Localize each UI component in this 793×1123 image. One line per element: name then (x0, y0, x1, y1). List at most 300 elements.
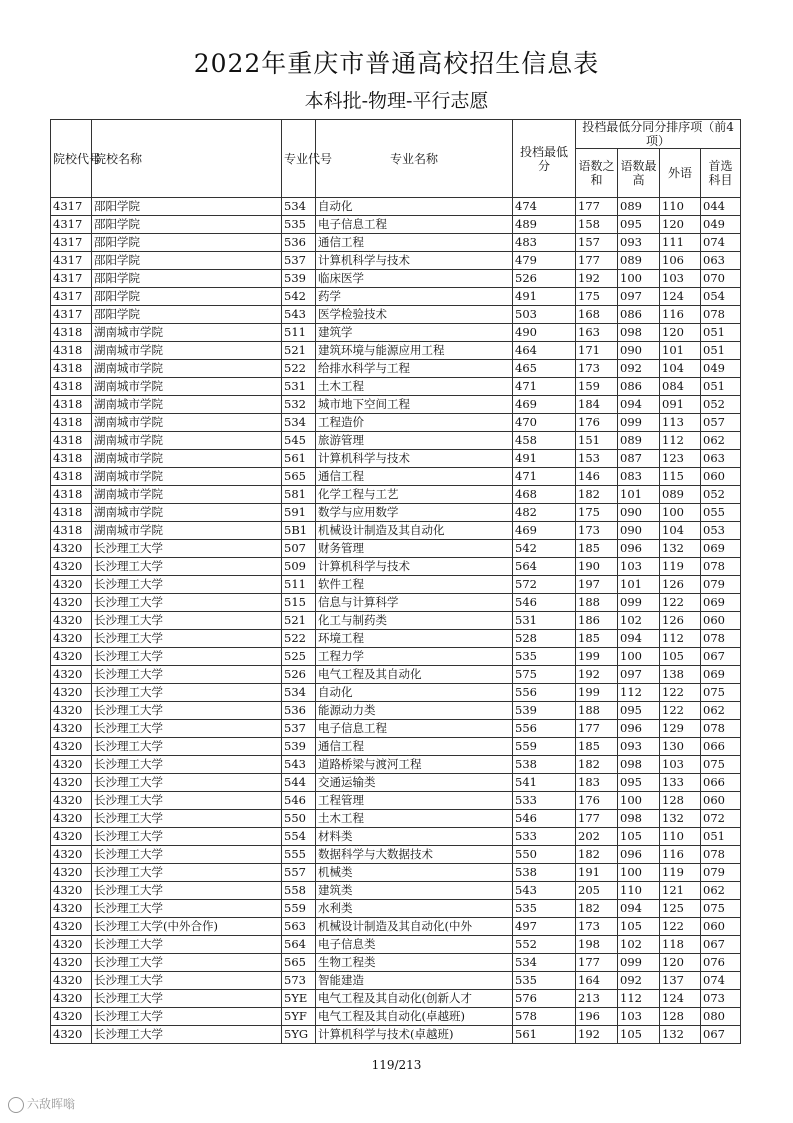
cell-chinese-math-max: 089 (618, 432, 660, 450)
cell-major-name: 旅游管理 (316, 432, 513, 450)
cell-chinese-math-max: 110 (618, 882, 660, 900)
cell-min-score: 469 (513, 522, 576, 540)
cell-major-code: 525 (282, 648, 316, 666)
table-row (51, 540, 741, 558)
cell-major-name: 计算机科学与技术 (316, 450, 513, 468)
cell-foreign-lang: 115 (660, 468, 701, 486)
cell-min-score: 556 (513, 684, 576, 702)
cell-first-subject: 062 (701, 882, 741, 900)
cell-chinese-math-sum: 177 (576, 954, 618, 972)
cell-school-code: 4320 (51, 972, 92, 990)
cell-foreign-lang: 124 (660, 288, 701, 306)
cell-school-code: 4320 (51, 612, 92, 630)
cell-foreign-lang: 111 (660, 234, 701, 252)
cell-min-score: 535 (513, 648, 576, 666)
cell-chinese-math-max: 096 (618, 540, 660, 558)
header-school-name: 院校名称 (92, 120, 282, 198)
cell-chinese-math-sum: 205 (576, 882, 618, 900)
table-row (51, 828, 741, 846)
cell-school-code: 4320 (51, 1026, 92, 1044)
header-min-score: 投档最低分 (513, 120, 576, 198)
cell-first-subject: 052 (701, 486, 741, 504)
cell-first-subject: 060 (701, 468, 741, 486)
cell-major-code: 573 (282, 972, 316, 990)
table-row (51, 702, 741, 720)
cell-major-name: 建筑学 (316, 324, 513, 342)
table-row (51, 342, 741, 360)
cell-chinese-math-max: 090 (618, 522, 660, 540)
cell-min-score: 564 (513, 558, 576, 576)
cell-school-code: 4320 (51, 1008, 92, 1026)
cell-school-name: 长沙理工大学 (92, 882, 282, 900)
cell-chinese-math-sum: 173 (576, 360, 618, 378)
cell-first-subject: 066 (701, 738, 741, 756)
cell-school-code: 4318 (51, 504, 92, 522)
cell-min-score: 468 (513, 486, 576, 504)
watermark-logo-icon (8, 1097, 24, 1113)
cell-chinese-math-sum: 153 (576, 450, 618, 468)
cell-foreign-lang: 130 (660, 738, 701, 756)
cell-first-subject: 073 (701, 990, 741, 1008)
cell-first-subject: 051 (701, 324, 741, 342)
cell-school-code: 4320 (51, 882, 92, 900)
table-row (51, 936, 741, 954)
cell-foreign-lang: 126 (660, 576, 701, 594)
table-row (51, 324, 741, 342)
cell-chinese-math-max: 098 (618, 810, 660, 828)
cell-chinese-math-max: 095 (618, 774, 660, 792)
cell-major-code: 5YE (282, 990, 316, 1008)
cell-chinese-math-max: 101 (618, 576, 660, 594)
cell-school-name: 长沙理工大学 (92, 936, 282, 954)
cell-foreign-lang: 133 (660, 774, 701, 792)
cell-min-score: 578 (513, 1008, 576, 1026)
cell-chinese-math-max: 090 (618, 342, 660, 360)
cell-school-name: 湖南城市学院 (92, 450, 282, 468)
cell-chinese-math-max: 112 (618, 684, 660, 702)
table-row (51, 288, 741, 306)
cell-foreign-lang: 104 (660, 360, 701, 378)
cell-school-code: 4318 (51, 468, 92, 486)
cell-chinese-math-sum: 198 (576, 936, 618, 954)
cell-min-score: 561 (513, 1026, 576, 1044)
cell-min-score: 528 (513, 630, 576, 648)
cell-foreign-lang: 120 (660, 216, 701, 234)
cell-min-score: 535 (513, 972, 576, 990)
cell-first-subject: 049 (701, 216, 741, 234)
cell-school-code: 4320 (51, 630, 92, 648)
cell-chinese-math-max: 100 (618, 648, 660, 666)
cell-chinese-math-max: 090 (618, 504, 660, 522)
cell-major-code: 561 (282, 450, 316, 468)
table-row (51, 774, 741, 792)
cell-min-score: 538 (513, 756, 576, 774)
cell-first-subject: 078 (701, 558, 741, 576)
cell-major-code: 511 (282, 576, 316, 594)
cell-min-score: 535 (513, 900, 576, 918)
cell-major-code: 536 (282, 234, 316, 252)
cell-school-name: 邵阳学院 (92, 234, 282, 252)
cell-school-code: 4318 (51, 414, 92, 432)
table-row (51, 648, 741, 666)
cell-first-subject: 067 (701, 1026, 741, 1044)
cell-first-subject: 075 (701, 756, 741, 774)
cell-chinese-math-max: 094 (618, 396, 660, 414)
table-row (51, 882, 741, 900)
cell-first-subject: 055 (701, 504, 741, 522)
cell-first-subject: 069 (701, 594, 741, 612)
cell-first-subject: 057 (701, 414, 741, 432)
cell-chinese-math-max: 105 (618, 918, 660, 936)
cell-school-code: 4317 (51, 198, 92, 216)
cell-school-name: 长沙理工大学 (92, 900, 282, 918)
cell-min-score: 556 (513, 720, 576, 738)
cell-min-score: 479 (513, 252, 576, 270)
cell-foreign-lang: 138 (660, 666, 701, 684)
cell-first-subject: 060 (701, 792, 741, 810)
cell-school-code: 4317 (51, 234, 92, 252)
cell-major-code: 522 (282, 630, 316, 648)
cell-chinese-math-sum: 158 (576, 216, 618, 234)
cell-major-code: 535 (282, 216, 316, 234)
cell-school-name: 长沙理工大学 (92, 1026, 282, 1044)
cell-chinese-math-sum: 173 (576, 522, 618, 540)
cell-major-code: 546 (282, 792, 316, 810)
cell-school-name: 湖南城市学院 (92, 432, 282, 450)
cell-min-score: 576 (513, 990, 576, 1008)
cell-min-score: 546 (513, 594, 576, 612)
cell-first-subject: 072 (701, 810, 741, 828)
cell-chinese-math-sum: 185 (576, 630, 618, 648)
cell-major-code: 542 (282, 288, 316, 306)
cell-chinese-math-sum: 157 (576, 234, 618, 252)
cell-major-name: 自动化 (316, 684, 513, 702)
cell-major-name: 计算机科学与技术(卓越班) (316, 1026, 513, 1044)
cell-school-code: 4320 (51, 756, 92, 774)
header-foreign-lang: 外语 (660, 149, 701, 198)
cell-chinese-math-max: 105 (618, 828, 660, 846)
cell-foreign-lang: 116 (660, 846, 701, 864)
cell-chinese-math-sum: 176 (576, 414, 618, 432)
table-row (51, 846, 741, 864)
cell-major-code: 515 (282, 594, 316, 612)
cell-chinese-math-sum: 188 (576, 594, 618, 612)
cell-school-name: 湖南城市学院 (92, 378, 282, 396)
cell-min-score: 470 (513, 414, 576, 432)
cell-first-subject: 069 (701, 540, 741, 558)
header-chinese-math-sum: 语数之和 (576, 149, 618, 198)
cell-school-code: 4320 (51, 990, 92, 1008)
cell-major-name: 药学 (316, 288, 513, 306)
cell-school-code: 4320 (51, 936, 92, 954)
table-row (51, 252, 741, 270)
cell-foreign-lang: 112 (660, 630, 701, 648)
cell-major-name: 电子信息工程 (316, 720, 513, 738)
cell-chinese-math-max: 092 (618, 972, 660, 990)
cell-chinese-math-max: 086 (618, 306, 660, 324)
table-row (51, 594, 741, 612)
cell-school-name: 长沙理工大学 (92, 756, 282, 774)
cell-foreign-lang: 101 (660, 342, 701, 360)
cell-major-name: 工程造价 (316, 414, 513, 432)
cell-first-subject: 074 (701, 234, 741, 252)
cell-min-score: 491 (513, 450, 576, 468)
cell-foreign-lang: 119 (660, 558, 701, 576)
cell-school-code: 4318 (51, 522, 92, 540)
cell-school-name: 长沙理工大学 (92, 792, 282, 810)
cell-major-code: 543 (282, 306, 316, 324)
cell-first-subject: 078 (701, 720, 741, 738)
cell-chinese-math-sum: 175 (576, 288, 618, 306)
cell-school-code: 4320 (51, 792, 92, 810)
cell-min-score: 474 (513, 198, 576, 216)
cell-foreign-lang: 110 (660, 198, 701, 216)
cell-major-code: 5YF (282, 1008, 316, 1026)
cell-chinese-math-max: 103 (618, 1008, 660, 1026)
table-row (51, 990, 741, 1008)
cell-school-name: 邵阳学院 (92, 270, 282, 288)
cell-first-subject: 078 (701, 846, 741, 864)
cell-first-subject: 063 (701, 252, 741, 270)
cell-chinese-math-sum: 177 (576, 720, 618, 738)
cell-school-code: 4318 (51, 486, 92, 504)
table-row (51, 900, 741, 918)
cell-first-subject: 067 (701, 648, 741, 666)
cell-foreign-lang: 106 (660, 252, 701, 270)
cell-chinese-math-max: 096 (618, 846, 660, 864)
cell-min-score: 533 (513, 828, 576, 846)
cell-min-score: 483 (513, 234, 576, 252)
cell-major-code: 511 (282, 324, 316, 342)
cell-school-name: 邵阳学院 (92, 288, 282, 306)
cell-min-score: 534 (513, 954, 576, 972)
cell-major-name: 生物工程类 (316, 954, 513, 972)
table-row (51, 306, 741, 324)
cell-foreign-lang: 100 (660, 504, 701, 522)
cell-school-code: 4320 (51, 648, 92, 666)
cell-foreign-lang: 089 (660, 486, 701, 504)
table-row (51, 864, 741, 882)
cell-major-code: 591 (282, 504, 316, 522)
cell-major-code: 545 (282, 432, 316, 450)
cell-min-score: 469 (513, 396, 576, 414)
cell-major-name: 给排水科学与工程 (316, 360, 513, 378)
cell-school-name: 长沙理工大学 (92, 576, 282, 594)
cell-major-code: 526 (282, 666, 316, 684)
cell-min-score: 539 (513, 702, 576, 720)
table-row (51, 216, 741, 234)
cell-foreign-lang: 121 (660, 882, 701, 900)
cell-foreign-lang: 123 (660, 450, 701, 468)
cell-school-name: 湖南城市学院 (92, 414, 282, 432)
cell-school-name: 邵阳学院 (92, 216, 282, 234)
table-row (51, 756, 741, 774)
cell-major-name: 城市地下空间工程 (316, 396, 513, 414)
cell-school-name: 长沙理工大学 (92, 702, 282, 720)
cell-foreign-lang: 132 (660, 1026, 701, 1044)
cell-school-name: 长沙理工大学(中外合作) (92, 918, 282, 936)
table-row (51, 522, 741, 540)
cell-foreign-lang: 091 (660, 396, 701, 414)
cell-chinese-math-max: 089 (618, 198, 660, 216)
cell-min-score: 503 (513, 306, 576, 324)
cell-foreign-lang: 103 (660, 270, 701, 288)
cell-chinese-math-sum: 197 (576, 576, 618, 594)
table-row (51, 468, 741, 486)
cell-school-code: 4318 (51, 324, 92, 342)
cell-major-code: 554 (282, 828, 316, 846)
cell-chinese-math-sum: 182 (576, 900, 618, 918)
cell-min-score: 491 (513, 288, 576, 306)
cell-chinese-math-max: 098 (618, 756, 660, 774)
header-major-code: 专业代号 (282, 120, 316, 198)
cell-major-code: 536 (282, 702, 316, 720)
cell-first-subject: 060 (701, 918, 741, 936)
cell-major-code: 564 (282, 936, 316, 954)
cell-school-code: 4317 (51, 306, 92, 324)
cell-major-code: 5B1 (282, 522, 316, 540)
header-school-code: 院校代号 (51, 120, 92, 198)
cell-school-code: 4320 (51, 540, 92, 558)
cell-chinese-math-max: 093 (618, 234, 660, 252)
cell-foreign-lang: 105 (660, 648, 701, 666)
cell-foreign-lang: 125 (660, 900, 701, 918)
cell-school-code: 4320 (51, 900, 92, 918)
cell-school-code: 4320 (51, 576, 92, 594)
cell-major-code: 531 (282, 378, 316, 396)
cell-min-score: 541 (513, 774, 576, 792)
cell-first-subject: 074 (701, 972, 741, 990)
cell-chinese-math-max: 097 (618, 288, 660, 306)
cell-foreign-lang: 103 (660, 756, 701, 774)
table-row (51, 576, 741, 594)
cell-first-subject: 054 (701, 288, 741, 306)
cell-school-code: 4320 (51, 864, 92, 882)
cell-major-code: 534 (282, 684, 316, 702)
cell-chinese-math-max: 097 (618, 666, 660, 684)
cell-major-name: 建筑环境与能源应用工程 (316, 342, 513, 360)
cell-school-code: 4318 (51, 432, 92, 450)
cell-chinese-math-sum: 182 (576, 486, 618, 504)
table-row (51, 1008, 741, 1026)
cell-chinese-math-sum: 185 (576, 540, 618, 558)
cell-major-name: 财务管理 (316, 540, 513, 558)
cell-school-name: 湖南城市学院 (92, 342, 282, 360)
cell-chinese-math-max: 099 (618, 414, 660, 432)
cell-chinese-math-sum: 171 (576, 342, 618, 360)
cell-chinese-math-max: 102 (618, 936, 660, 954)
cell-major-code: 537 (282, 252, 316, 270)
cell-school-name: 长沙理工大学 (92, 1008, 282, 1026)
cell-chinese-math-sum: 199 (576, 684, 618, 702)
cell-min-score: 546 (513, 810, 576, 828)
cell-min-score: 533 (513, 792, 576, 810)
cell-chinese-math-max: 100 (618, 792, 660, 810)
cell-major-code: 565 (282, 468, 316, 486)
cell-major-name: 土木工程 (316, 810, 513, 828)
cell-school-name: 长沙理工大学 (92, 540, 282, 558)
cell-foreign-lang: 110 (660, 828, 701, 846)
cell-first-subject: 053 (701, 522, 741, 540)
table-row (51, 720, 741, 738)
cell-min-score: 559 (513, 738, 576, 756)
cell-chinese-math-sum: 173 (576, 918, 618, 936)
cell-major-code: 522 (282, 360, 316, 378)
cell-foreign-lang: 132 (660, 540, 701, 558)
cell-foreign-lang: 119 (660, 864, 701, 882)
cell-chinese-math-sum: 163 (576, 324, 618, 342)
cell-min-score: 482 (513, 504, 576, 522)
cell-first-subject: 080 (701, 1008, 741, 1026)
cell-school-name: 湖南城市学院 (92, 324, 282, 342)
table-row (51, 612, 741, 630)
table-row (51, 630, 741, 648)
cell-school-code: 4320 (51, 918, 92, 936)
cell-school-name: 长沙理工大学 (92, 630, 282, 648)
header-first-subject: 首选科目 (701, 149, 741, 198)
cell-min-score: 575 (513, 666, 576, 684)
table-row (51, 738, 741, 756)
cell-min-score: 531 (513, 612, 576, 630)
cell-foreign-lang: 084 (660, 378, 701, 396)
table-row (51, 666, 741, 684)
cell-min-score: 538 (513, 864, 576, 882)
cell-chinese-math-max: 087 (618, 450, 660, 468)
cell-min-score: 464 (513, 342, 576, 360)
cell-school-code: 4320 (51, 846, 92, 864)
cell-first-subject: 067 (701, 936, 741, 954)
cell-major-name: 机械设计制造及其自动化(中外 (316, 918, 513, 936)
cell-chinese-math-sum: 202 (576, 828, 618, 846)
cell-first-subject: 075 (701, 684, 741, 702)
cell-school-name: 湖南城市学院 (92, 468, 282, 486)
cell-foreign-lang: 137 (660, 972, 701, 990)
cell-chinese-math-sum: 183 (576, 774, 618, 792)
cell-foreign-lang: 122 (660, 702, 701, 720)
cell-foreign-lang: 118 (660, 936, 701, 954)
cell-major-name: 电气工程及其自动化(创新人才 (316, 990, 513, 1008)
cell-major-name: 临床医学 (316, 270, 513, 288)
cell-first-subject: 069 (701, 666, 741, 684)
cell-major-code: 532 (282, 396, 316, 414)
table-row (51, 360, 741, 378)
cell-major-name: 电子信息类 (316, 936, 513, 954)
cell-chinese-math-sum: 177 (576, 810, 618, 828)
cell-major-name: 土木工程 (316, 378, 513, 396)
cell-min-score: 572 (513, 576, 576, 594)
cell-major-code: 534 (282, 414, 316, 432)
cell-chinese-math-max: 096 (618, 720, 660, 738)
cell-chinese-math-sum: 146 (576, 468, 618, 486)
cell-major-name: 自动化 (316, 198, 513, 216)
cell-first-subject: 079 (701, 864, 741, 882)
cell-major-code: 539 (282, 738, 316, 756)
cell-school-code: 4320 (51, 594, 92, 612)
cell-foreign-lang: 122 (660, 594, 701, 612)
cell-chinese-math-sum: 175 (576, 504, 618, 522)
cell-chinese-math-sum: 192 (576, 1026, 618, 1044)
cell-min-score: 458 (513, 432, 576, 450)
cell-school-code: 4320 (51, 828, 92, 846)
cell-foreign-lang: 112 (660, 432, 701, 450)
table-row (51, 486, 741, 504)
cell-chinese-math-sum: 159 (576, 378, 618, 396)
cell-school-name: 长沙理工大学 (92, 612, 282, 630)
table-row (51, 792, 741, 810)
cell-chinese-math-sum: 185 (576, 738, 618, 756)
cell-major-code: 537 (282, 720, 316, 738)
cell-chinese-math-max: 086 (618, 378, 660, 396)
